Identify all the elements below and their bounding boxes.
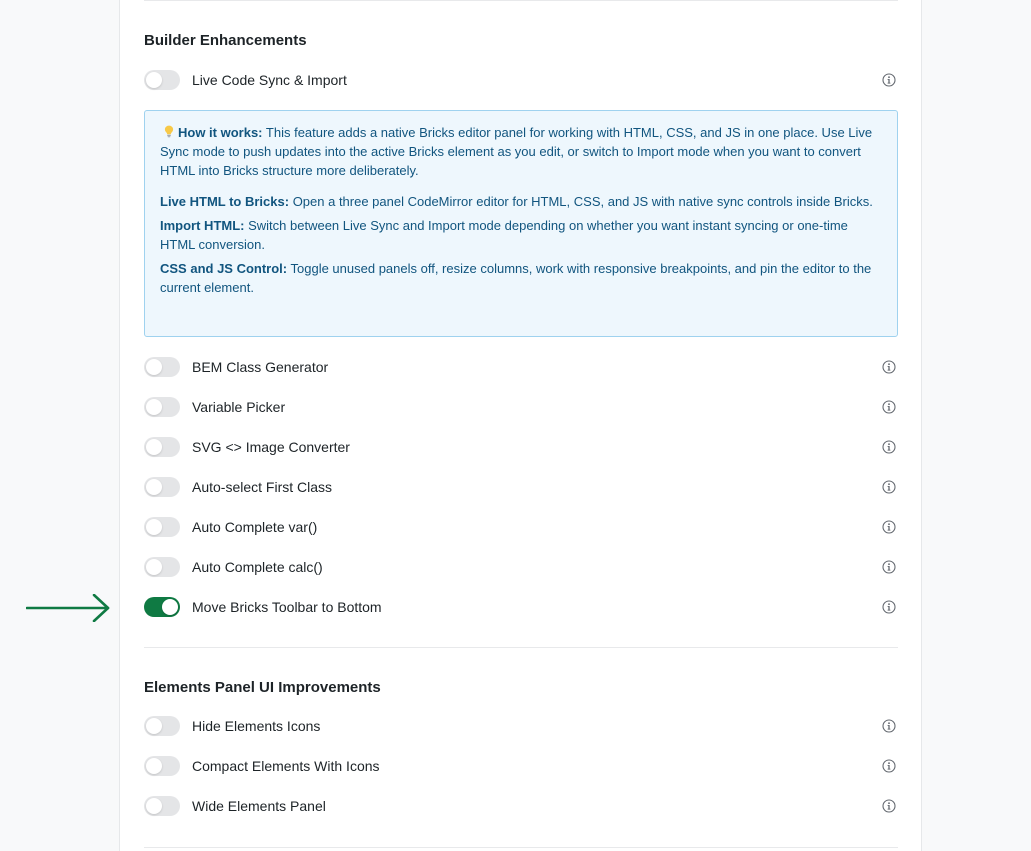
toggle-knob	[146, 758, 162, 774]
infobox-point-title: CSS and JS Control:	[160, 261, 288, 276]
setting-label: Wide Elements Panel	[192, 798, 326, 814]
infobox-point	[160, 259, 882, 297]
toggle-switch[interactable]	[144, 716, 180, 736]
info-icon[interactable]	[882, 560, 896, 574]
toggle-knob	[146, 439, 162, 455]
setting-label: Move Bricks Toolbar to Bottom	[192, 599, 382, 615]
toggle-switch[interactable]	[144, 796, 180, 816]
infobox-intro-title: How it works:	[178, 125, 263, 140]
info-icon[interactable]	[882, 719, 896, 733]
setting-row-compact-elements	[144, 754, 898, 778]
toggle-knob	[146, 718, 162, 734]
setting-row-hide-elements-icons	[144, 714, 898, 738]
toggle-switch[interactable]	[144, 477, 180, 497]
infobox-point-title: Import HTML:	[160, 218, 245, 233]
setting-label: Live Code Sync & Import	[192, 72, 347, 88]
infobox-point-text: Open a three panel CodeMirror editor for HTML, CSS, and JS with native sync controls inside Bricks.	[292, 194, 873, 209]
toggle-switch[interactable]	[144, 70, 180, 90]
how-it-works-infobox	[144, 110, 898, 337]
toggle-switch[interactable]	[144, 756, 180, 776]
toggle-switch[interactable]	[144, 517, 180, 537]
setting-row-auto-select-first-class	[144, 475, 898, 499]
setting-label: BEM Class Generator	[192, 359, 329, 375]
info-icon[interactable]	[882, 360, 896, 374]
toggle-knob	[162, 599, 178, 615]
toggle-switch[interactable]	[144, 557, 180, 577]
setting-row-bem-class-generator	[144, 355, 898, 379]
infobox-point-title: Live HTML to Bricks:	[160, 194, 290, 209]
toggle-knob	[146, 399, 162, 415]
infobox-intro-text: This feature adds a native Bricks editor panel for working with HTML, CSS, and JS in one place. Use Live Sync mode to push updates into the active Bricks element as you edit, or switch to Import mode when you want to convert HTML into Bricks structure more deliberately.	[160, 125, 873, 178]
toggle-knob	[146, 359, 162, 375]
section-title-elements-panel: Elements Panel UI Improvements	[144, 679, 381, 696]
setting-label: Variable Picker	[192, 399, 286, 415]
toggle-switch[interactable]	[144, 357, 180, 377]
setting-row-svg-image-converter	[144, 435, 898, 459]
setting-row-auto-complete-var	[144, 515, 898, 539]
toggle-knob	[146, 519, 162, 535]
toggle-knob	[146, 479, 162, 495]
info-icon[interactable]	[882, 520, 896, 534]
toggle-knob	[146, 72, 162, 88]
info-icon[interactable]	[882, 400, 896, 414]
toggle-knob	[146, 798, 162, 814]
setting-label: Auto-select First Class	[192, 479, 333, 495]
infobox-point-text: Switch between Live Sync and Import mode depending on whether you want instant syncing or one-time HTML conversion.	[160, 218, 848, 252]
setting-label: SVG <> Image Converter	[192, 439, 350, 455]
setting-label: Auto Complete calc()	[192, 559, 323, 575]
setting-row-live-code-sync	[144, 68, 898, 92]
info-icon[interactable]	[882, 759, 896, 773]
setting-row-wide-elements-panel	[144, 794, 898, 818]
arrow-right-icon	[26, 594, 112, 622]
setting-label: Hide Elements Icons	[192, 718, 321, 734]
lightbulb-icon	[164, 125, 174, 138]
info-icon[interactable]	[882, 799, 896, 813]
setting-label: Compact Elements With Icons	[192, 758, 380, 774]
section-divider	[144, 847, 898, 848]
info-icon[interactable]	[882, 600, 896, 614]
toggle-knob	[146, 559, 162, 575]
infobox-point	[160, 192, 882, 211]
toggle-switch-on[interactable]	[144, 597, 180, 617]
info-icon[interactable]	[882, 73, 896, 87]
toggle-switch[interactable]	[144, 397, 180, 417]
info-icon[interactable]	[882, 480, 896, 494]
top-divider	[144, 0, 898, 1]
infobox-point-text: Toggle unused panels off, resize columns, work with responsive breakpoints, and pin the editor to the current element.	[160, 261, 872, 295]
setting-row-move-toolbar-bottom	[144, 595, 898, 619]
infobox-point	[160, 216, 882, 254]
setting-row-auto-complete-calc	[144, 555, 898, 579]
section-divider	[144, 647, 898, 648]
toggle-switch[interactable]	[144, 437, 180, 457]
info-icon[interactable]	[882, 440, 896, 454]
setting-row-variable-picker	[144, 395, 898, 419]
setting-label: Auto Complete var()	[192, 519, 318, 535]
section-title-builder: Builder Enhancements	[144, 32, 307, 49]
infobox-intro	[160, 123, 882, 180]
